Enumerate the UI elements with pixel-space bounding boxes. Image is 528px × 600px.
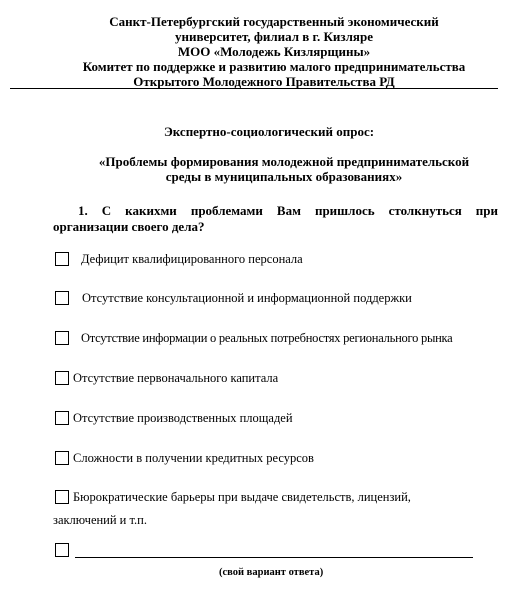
option-checkbox[interactable] [55, 490, 69, 504]
survey-title: Экспертно-социологический опрос: [163, 124, 375, 139]
option-checkbox[interactable] [55, 543, 69, 557]
option-label: Отсутствие первоначального капитала [73, 370, 279, 385]
option-bureaucratic-barriers [55, 488, 411, 506]
option-label-continuation: заключений и т.п. [53, 513, 147, 527]
option-label: Сложности в получении кредитных ресурсов [73, 450, 314, 465]
header-line-organization: МОО «Молодежь Кизлярщины» [177, 44, 371, 59]
own-answer-field[interactable] [75, 557, 473, 558]
option-checkbox[interactable] [55, 371, 69, 385]
option-label: Бюрократические барьеры при выдаче свидетельств, лицензий, [73, 489, 411, 504]
option-no-production-space [55, 409, 293, 427]
survey-subtitle-line1: «Проблемы формирования молодежной предпринимательской [98, 154, 470, 169]
option-checkbox[interactable] [55, 411, 69, 425]
survey-subtitle-line2: среды в муниципальных образованиях» [165, 169, 403, 184]
header-line-branch: университет, филиал в г. Кизляре [175, 29, 373, 44]
option-checkbox[interactable] [55, 291, 69, 305]
header-line-government: Открытого Молодежного Правительства РД [133, 74, 395, 89]
option-no-consulting-support [55, 289, 412, 307]
question-text-line1: 1. С каких​ми проблемами Вам пришлось столкнуться при [78, 203, 498, 218]
option-label: Отсутствие консультационной и информационной поддержки [82, 290, 412, 305]
option-no-market-info [55, 329, 452, 347]
option-label: Отсутствие производственных площадей [73, 410, 293, 425]
option-no-startup-capital [55, 369, 278, 387]
option-credit-difficulties [55, 449, 314, 467]
header-line-committee: Комитет по поддержке и развитию малого предпринимательства [82, 59, 466, 74]
option-checkbox[interactable] [55, 451, 69, 465]
option-label: Дефицит квалифицированного персонала [81, 251, 303, 266]
header-divider [10, 88, 498, 89]
option-checkbox[interactable] [55, 331, 69, 345]
option-own-answer [55, 541, 69, 559]
header-line-university: Санкт-Петербургский государственный экономический [109, 14, 439, 29]
own-answer-caption: (свой вариант ответа) [219, 567, 324, 578]
option-label: Отсутствие информации о реальных потребностях регионального рынка [81, 330, 453, 345]
option-checkbox[interactable] [55, 252, 69, 266]
option-staff-shortage [55, 250, 303, 268]
question-text-line2: организации своего дела? [53, 219, 205, 234]
